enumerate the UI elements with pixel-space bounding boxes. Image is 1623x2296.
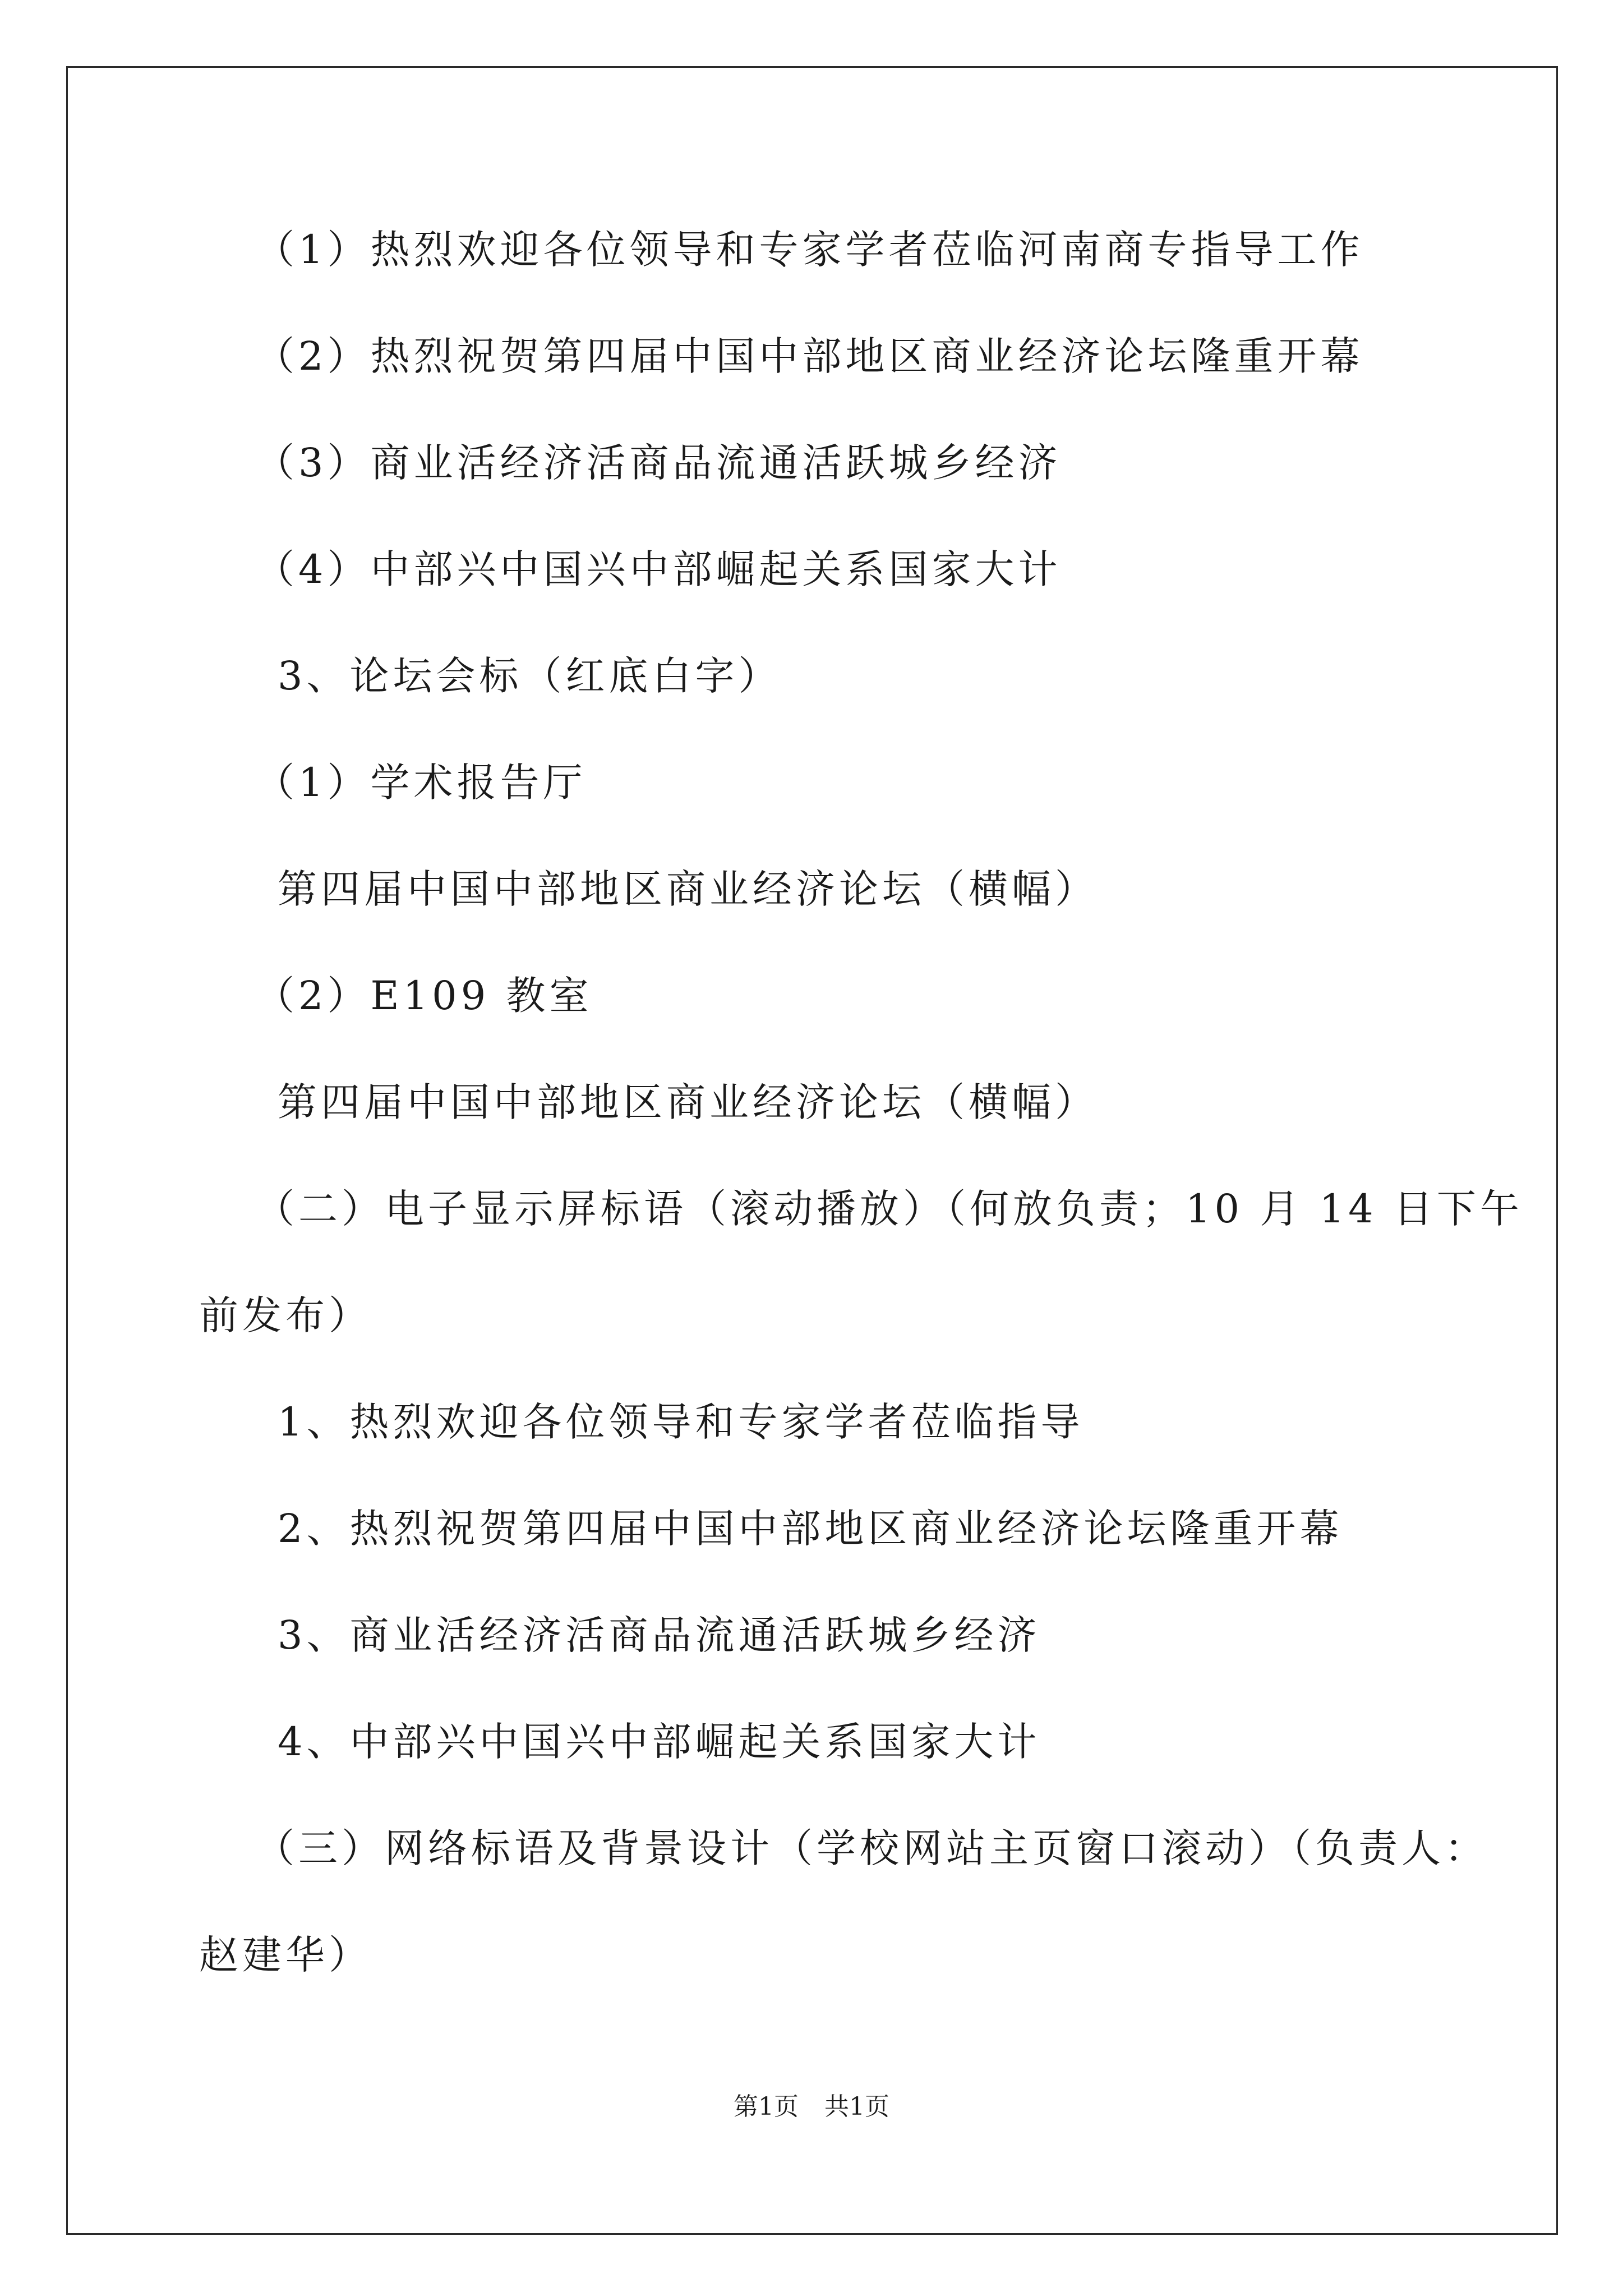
text-line-5: 3、论坛会标（红底白字） [278,653,782,699]
text-line-16: （三）网络标语及背景设计（学校网站主页窗口滚动）（负责人： [255,1825,1488,1871]
text-line-12: 1、热烈欢迎各位领导和专家学者莅临指导 [278,1399,1084,1445]
text-line-2: （2）热烈祝贺第四届中国中部地区商业经济论坛隆重开幕 [255,333,1364,379]
text-line-17: 赵建华） [199,1932,372,1978]
text-line-7: 第四届中国中部地区商业经济论坛（横幅） [278,866,1098,912]
text-line-4: （4）中部兴中国兴中部崛起关系国家大计 [255,546,1062,592]
text-line-6: （1）学术报告厅 [255,760,587,806]
text-line-14: 3、商业活经济活商品流通活跃城乡经济 [278,1612,1041,1658]
text-line-3: （3）商业活经济活商品流通活跃城乡经济 [255,440,1062,486]
text-line-11: 前发布） [199,1292,372,1338]
text-line-1: （1）热烈欢迎各位领导和专家学者莅临河南商专指导工作 [255,227,1364,273]
text-line-9: 第四届中国中部地区商业经济论坛（横幅） [278,1079,1098,1125]
page-number: 第1页 [734,2092,799,2121]
page-frame [66,66,1558,2235]
text-line-10: （二）电子显示屏标语（滚动播放）（何放负责；10 月 14 日下午 [255,1186,1523,1232]
page-footer [0,2092,1623,2122]
page-total: 共1页 [824,2092,889,2121]
text-line-8: （2）E109 教室 [255,973,593,1019]
text-line-13: 2、热烈祝贺第四届中国中部地区商业经济论坛隆重开幕 [278,1506,1343,1552]
text-line-15: 4、中部兴中国兴中部崛起关系国家大计 [278,1719,1041,1765]
